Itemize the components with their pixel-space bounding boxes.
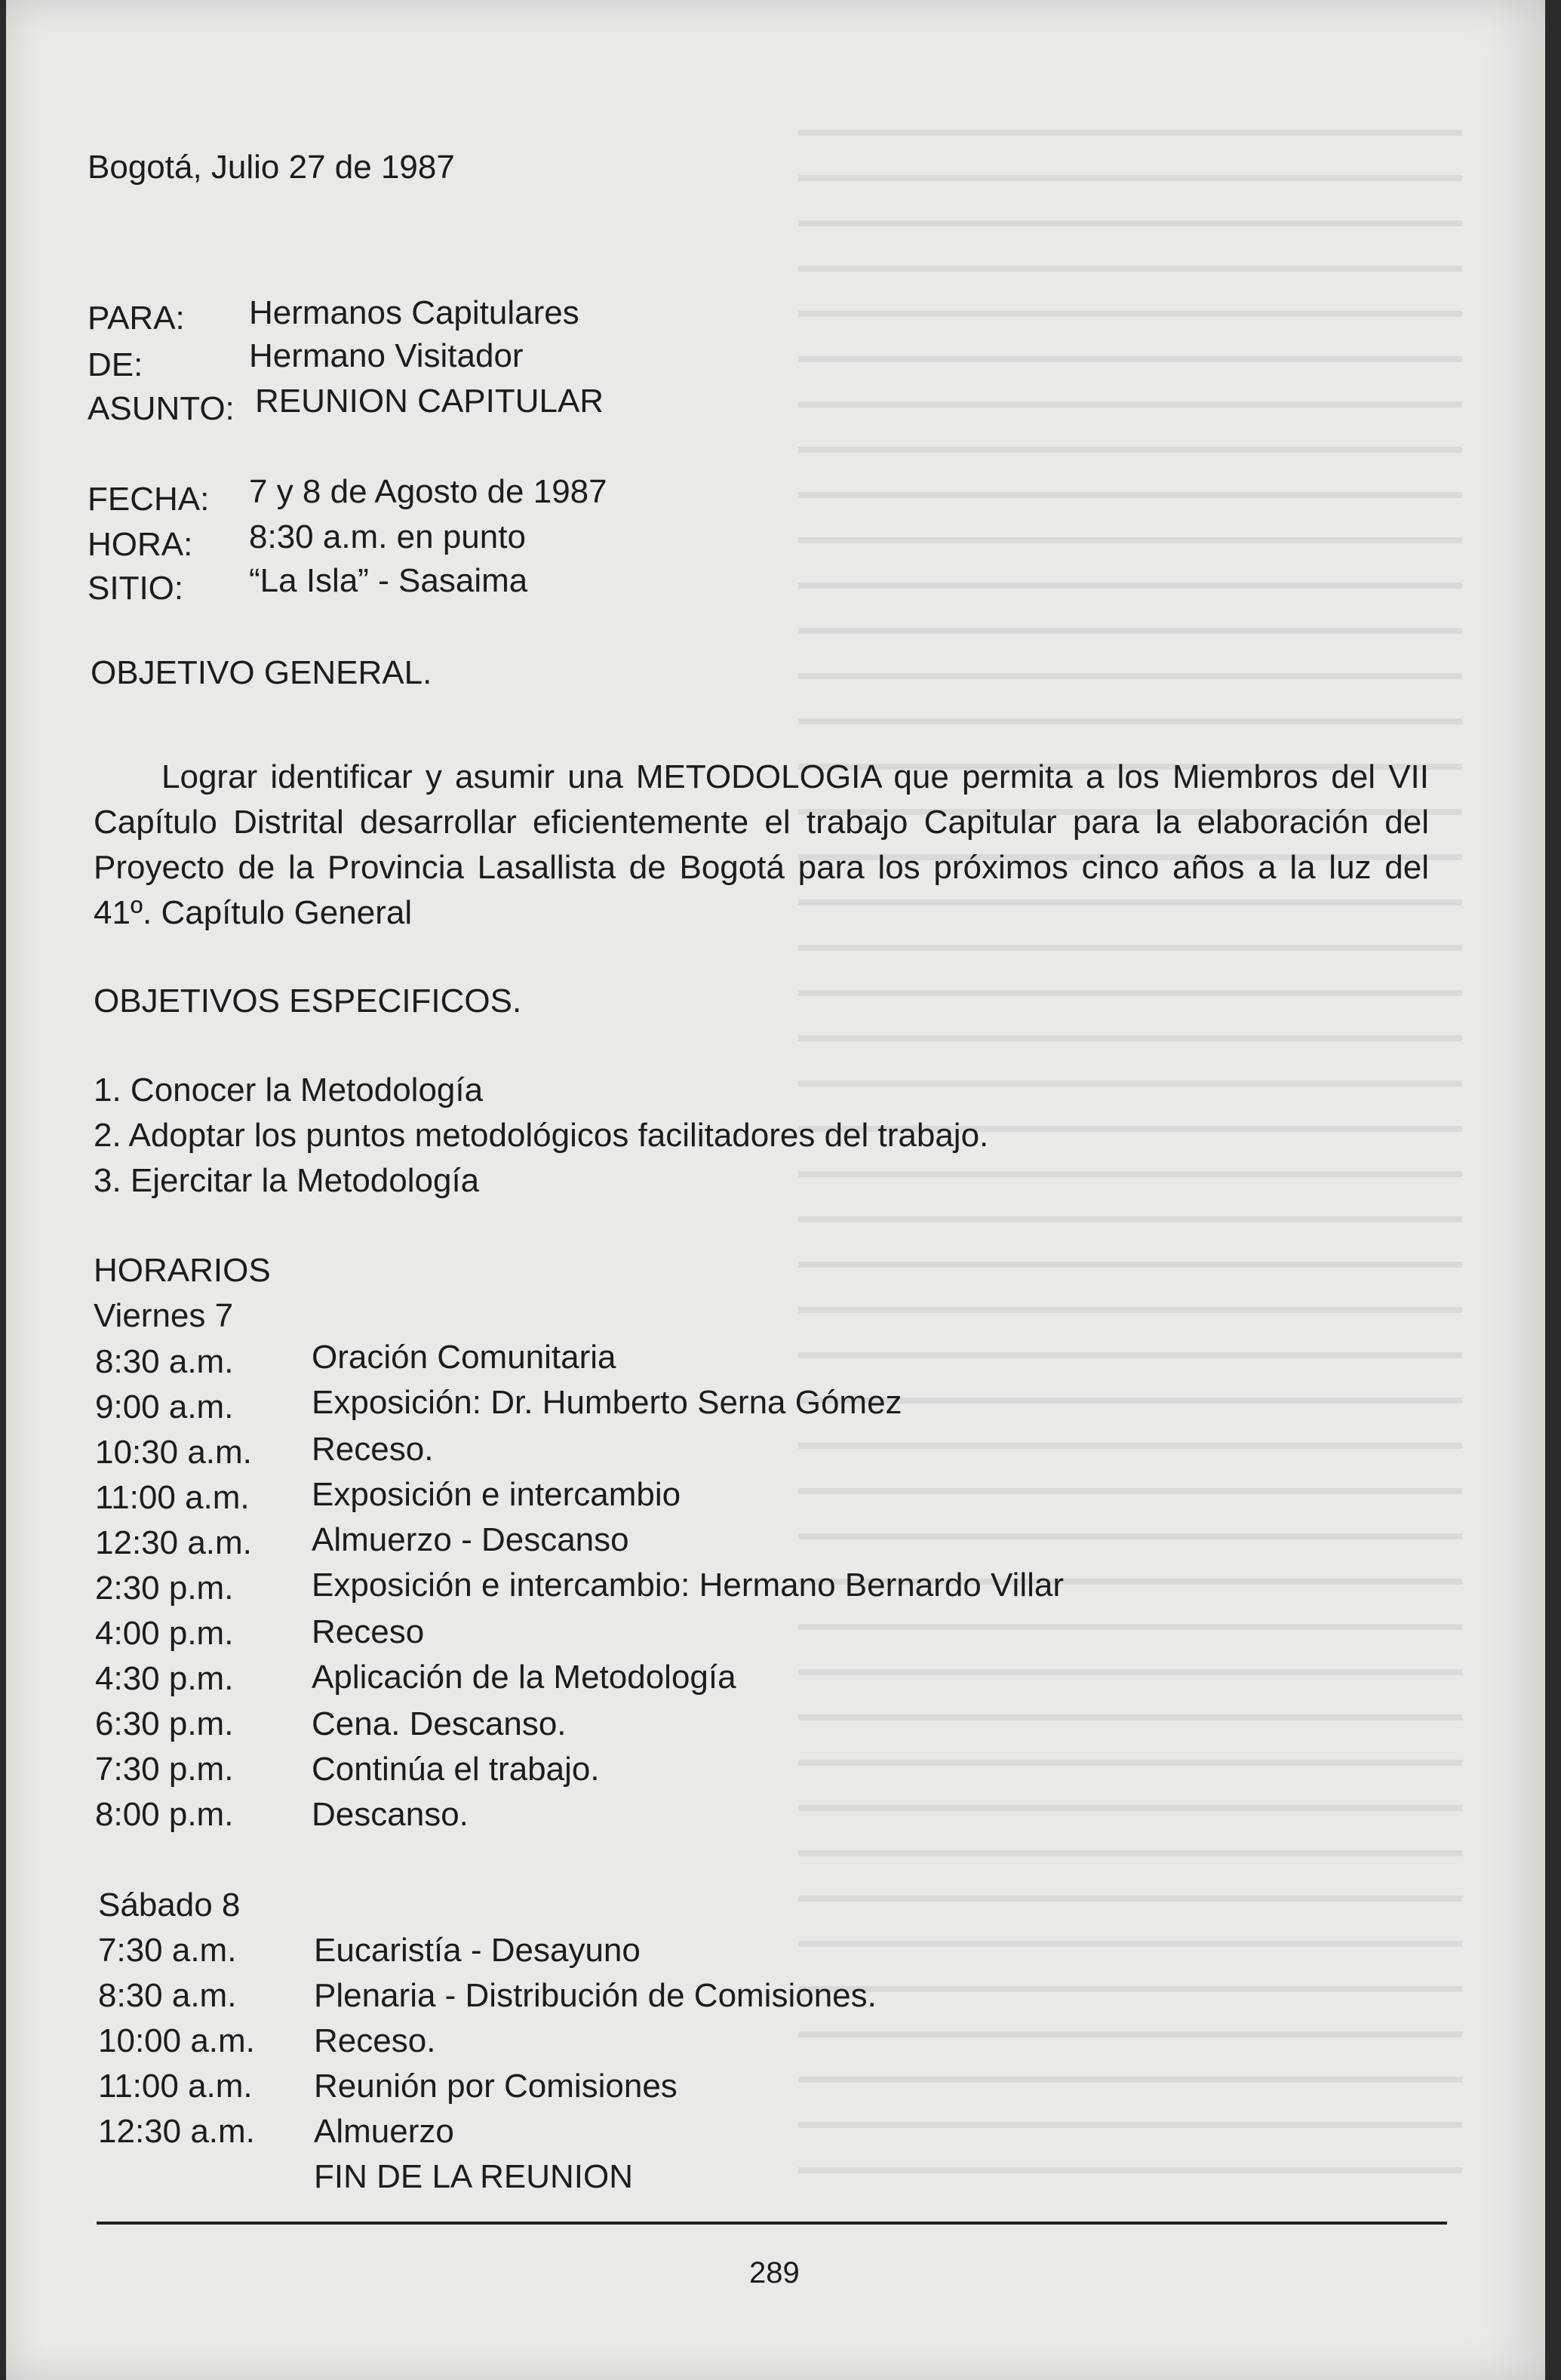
schedule-activity: Almuerzo xyxy=(314,2113,454,2150)
objective-item: 2. Adoptar los puntos metodológicos facilitadores del trabajo. xyxy=(94,1117,989,1154)
footer-rule xyxy=(97,2222,1447,2225)
schedule-time: 10:30 a.m. xyxy=(95,1434,252,1471)
schedule-time: 6:30 p.m. xyxy=(95,1705,234,1742)
general-objective-text-content: Lograr identificar y asumir una METODOLOGIA que permita a los Miembros del VII Capítulo Distrital desarrollar eficientemente el trabajo Capitular para la elaboración del Proyecto de la Provincia Lasallista de Bogotá para los próximos cinco años a la luz del 41º. Capítulo General xyxy=(94,758,1429,931)
schedule-activity: Receso xyxy=(312,1613,425,1650)
schedule-time: 11:00 a.m. xyxy=(98,2068,253,2105)
page-number: 289 xyxy=(749,2256,800,2289)
time-value: 8:30 a.m. en punto xyxy=(249,518,526,555)
saturday-label: Sábado 8 xyxy=(98,1886,241,1923)
specific-objectives-heading: OBJETIVOS ESPECIFICOS. xyxy=(94,982,522,1019)
time-label: HORA: xyxy=(88,526,193,563)
schedule-activity: Exposición: Dr. Humberto Serna Gómez xyxy=(312,1384,902,1421)
subject-value: REUNION CAPITULAR xyxy=(255,383,604,420)
schedule-activity: Almuerzo - Descanso xyxy=(312,1521,629,1558)
schedule-time: 12:30 a.m. xyxy=(98,2113,255,2150)
from-label: DE: xyxy=(88,346,143,383)
schedule-time: 4:30 p.m. xyxy=(95,1660,234,1697)
memo-body xyxy=(6,0,1545,2380)
schedule-time: 8:30 a.m. xyxy=(98,1977,237,2014)
schedule-activity: Exposición e intercambio: Hermano Bernardo Villar xyxy=(312,1567,1065,1604)
place-value: “La Isla” - Sasaima xyxy=(249,562,528,599)
schedule-time: 11:00 a.m. xyxy=(95,1479,250,1516)
schedule-activity: Exposición e intercambio xyxy=(312,1476,681,1513)
schedule-activity: Continúa el trabajo. xyxy=(312,1751,600,1788)
objective-item: 3. Ejercitar la Metodología xyxy=(94,1162,480,1199)
schedule-activity: Oración Comunitaria xyxy=(312,1339,616,1376)
schedule-activity: Cena. Descanso. xyxy=(312,1705,567,1742)
schedule-activity: Receso. xyxy=(312,1431,434,1468)
from-value: Hermano Visitador xyxy=(249,337,524,374)
to-label: PARA: xyxy=(88,300,185,337)
general-objective-text xyxy=(94,755,1429,936)
to-value: Hermanos Capitulares xyxy=(249,294,579,331)
schedule-time: 8:00 p.m. xyxy=(95,1796,234,1833)
schedule-time: 12:30 a.m. xyxy=(95,1524,252,1561)
objective-item: 1. Conocer la Metodología xyxy=(94,1072,484,1109)
schedule-activity: Descanso. xyxy=(312,1796,469,1833)
schedule-time: 7:30 a.m. xyxy=(98,1932,237,1969)
place-label: SITIO: xyxy=(88,570,184,607)
schedule-time: 7:30 p.m. xyxy=(95,1751,234,1788)
schedule-time: 10:00 a.m. xyxy=(98,2022,255,2059)
date-label: FECHA: xyxy=(88,481,210,518)
schedule-time: 9:00 a.m. xyxy=(95,1388,234,1425)
friday-label: Viernes 7 xyxy=(94,1297,234,1334)
subject-label: ASUNTO: xyxy=(88,390,235,427)
schedule-activity: Aplicación de la Metodología xyxy=(312,1659,736,1696)
schedule-activity: Plenaria - Distribución de Comisiones. xyxy=(314,1977,877,2014)
general-objective-heading: OBJETIVO GENERAL. xyxy=(91,654,432,691)
schedule-heading: HORARIOS xyxy=(94,1252,271,1289)
schedule-activity: Eucaristía - Desayuno xyxy=(314,1932,641,1969)
schedule-activity: Receso. xyxy=(314,2022,436,2059)
closing-line: FIN DE LA REUNION xyxy=(314,2158,633,2195)
schedule-time: 2:30 p.m. xyxy=(95,1570,234,1607)
schedule-activity: Reunión por Comisiones xyxy=(314,2068,678,2105)
book-page xyxy=(6,0,1545,2380)
date-value: 7 y 8 de Agosto de 1987 xyxy=(249,473,607,510)
schedule-time: 4:00 p.m. xyxy=(95,1615,234,1652)
schedule-time: 8:30 a.m. xyxy=(95,1343,234,1380)
memo-date: Bogotá, Julio 27 de 1987 xyxy=(88,149,455,186)
